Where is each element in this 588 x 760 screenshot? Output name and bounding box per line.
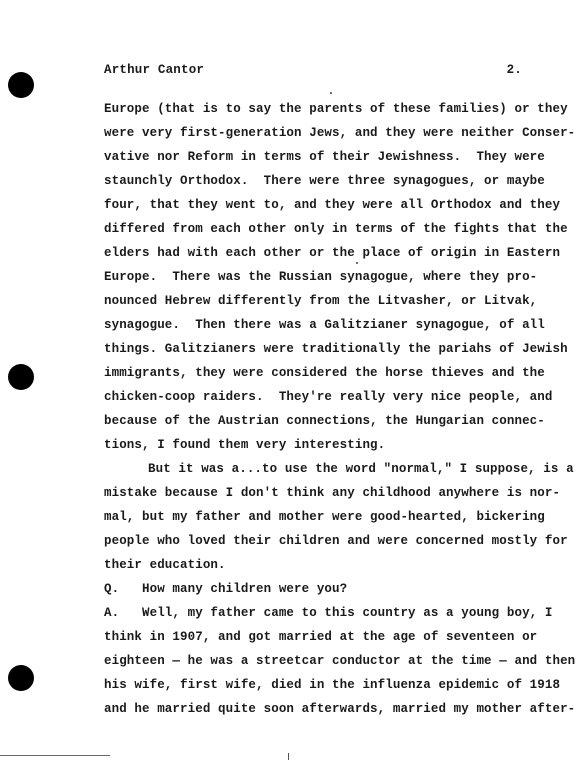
scan-edge-line bbox=[0, 755, 110, 756]
text-line: because of the Austrian connections, the Hungarian connec- bbox=[104, 414, 545, 428]
text-line: his wife, first wife, died in the influenza epidemic of 1918 bbox=[104, 678, 561, 692]
text-line: eighteen — he was a streetcar conductor at the time — and then bbox=[104, 654, 576, 668]
text-line: mal, but my father and mother were good-hearted, bickering bbox=[104, 510, 545, 524]
text-line: Q. How many children were you? bbox=[104, 582, 348, 596]
text-line: tions, I found them very interesting. bbox=[104, 438, 386, 452]
text-line: synagogue. Then there was a Galitzianer synagogue, of all bbox=[104, 318, 545, 332]
text-line: vative nor Reform in terms of their Jewishness. They were bbox=[104, 150, 545, 164]
text-line: think in 1907, and got married at the age of seventeen or bbox=[104, 630, 538, 644]
scan-speck bbox=[330, 92, 332, 94]
text-line: mistake because I don't think any childhood anywhere is nor- bbox=[104, 486, 561, 500]
text-line: their education. bbox=[104, 558, 226, 572]
text-line: differed from each other only in terms of the fights that the bbox=[104, 222, 568, 236]
text-line: nounced Hebrew differently from the Litvasher, or Litvak, bbox=[104, 294, 538, 308]
scan-speck bbox=[356, 262, 358, 264]
text-line: and he married quite soon afterwards, married my mother after- bbox=[104, 702, 576, 716]
text-line: staunchly Orthodox. There were three synagogues, or maybe bbox=[104, 174, 545, 188]
punch-hole-bottom bbox=[8, 665, 34, 691]
punch-hole-top bbox=[8, 72, 34, 98]
header-name: Arthur Cantor bbox=[104, 63, 205, 77]
text-line: were very first-generation Jews, and they were neither Conser- bbox=[104, 126, 576, 140]
punch-hole-middle bbox=[8, 364, 34, 390]
text-line: elders had with each other or the place of origin in Eastern bbox=[104, 246, 561, 260]
text-line: things. Galitzianers were traditionally the pariahs of Jewish bbox=[104, 342, 568, 356]
text-line: But it was a...to use the word "normal," I suppose, is a bbox=[148, 462, 574, 476]
text-line: four, that they went to, and they were all Orthodox and they bbox=[104, 198, 561, 212]
text-line: people who loved their children and were concerned mostly for bbox=[104, 534, 568, 548]
page-number: 2. bbox=[506, 63, 522, 77]
text-line: A. Well, my father came to this country as a young boy, I bbox=[104, 606, 553, 620]
text-line: Europe (that is to say the parents of these families) or they bbox=[104, 102, 568, 116]
text-line: Europe. There was the Russian synagogue, where they pro- bbox=[104, 270, 538, 284]
scan-tick-mark bbox=[288, 753, 289, 760]
text-line: immigrants, they were considered the horse thieves and the bbox=[104, 366, 545, 380]
text-line: chicken-coop raiders. They're really very nice people, and bbox=[104, 390, 553, 404]
